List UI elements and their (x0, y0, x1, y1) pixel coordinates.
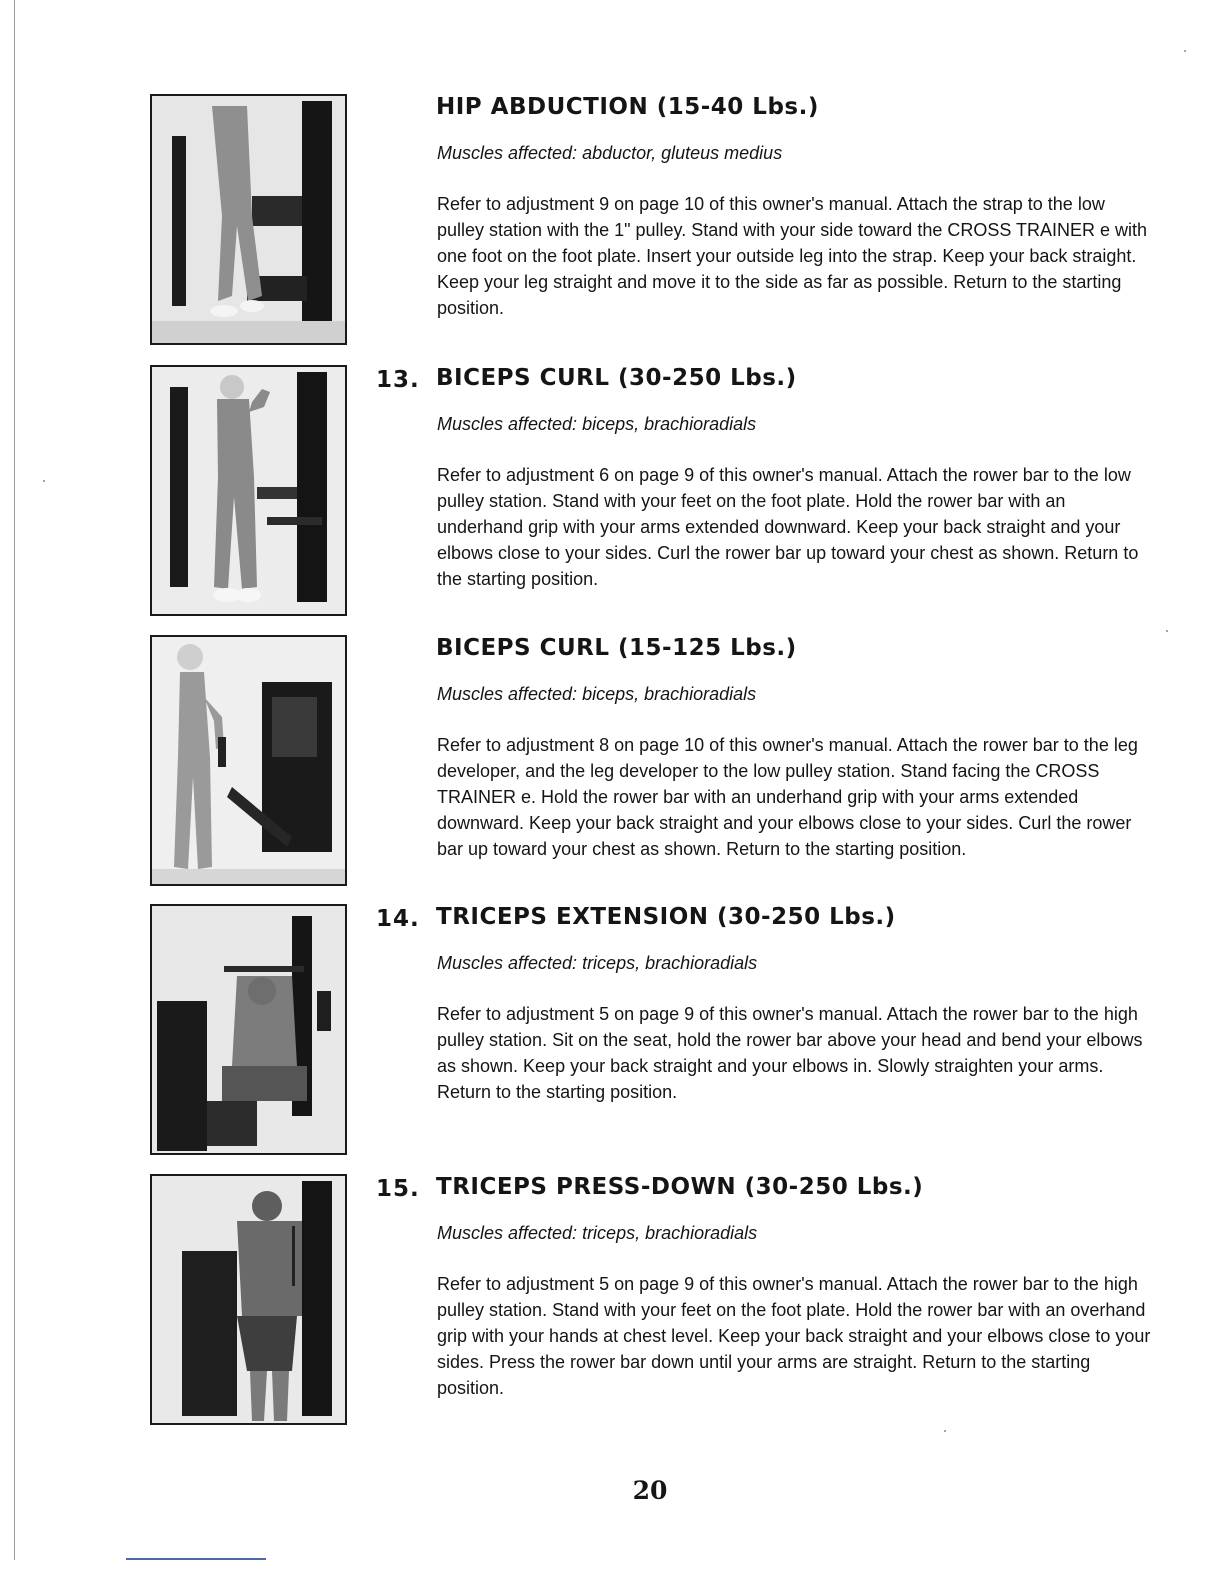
muscles-affected: Muscles affected: biceps, brachioradials (437, 684, 757, 704)
exercise-number: 13. (376, 367, 420, 393)
exercise-photo-biceps-curl-heavy (150, 365, 347, 616)
scan-speck (1184, 50, 1186, 52)
exercise-instructions: Refer to adjustment 9 on page 10 of this owner's manual. Attach the strap to the low pulley station with the 1" pulley. Stand with your side toward the CROSS TRAINER e with one foot on the foot plate. Insert your outside leg into the strap. Keep your back straight. Keep your leg straight and move it to the side as far as possible. Return to the starting position. (437, 194, 1148, 318)
exercise-title: TRICEPS EXTENSION (30-250 Lbs.) (436, 904, 896, 930)
exercise-photo-triceps-extension (150, 904, 347, 1155)
exercise-title: BICEPS CURL (15-125 Lbs.) (436, 635, 797, 661)
photo-figure (152, 906, 345, 1153)
scan-speck (1166, 630, 1168, 632)
exercise-photo-triceps-press-down (150, 1174, 347, 1425)
muscles-affected: Muscles affected: abductor, gluteus medius (437, 143, 783, 163)
exercise-number: 14. (376, 906, 420, 932)
bottom-rule (126, 1558, 266, 1560)
exercise-number: 15. (376, 1176, 420, 1202)
exercise-instructions: Refer to adjustment 8 on page 10 of this owner's manual. Attach the rower bar to the leg developer, and the leg developer to the low pulley station. Stand facing the CROSS TRAINER e. Hold the rower bar with an underhand grip with your arms extended downward. Keep your back straight and your elbows close to your sides. Curl the rower bar up toward your chest as shown. Return to the starting position. (437, 735, 1138, 859)
photo-figure (152, 637, 345, 884)
exercise-instructions: Refer to adjustment 5 on page 9 of this owner's manual. Attach the rower bar to the high pulley station. Sit on the seat, hold the rower bar above your head and bend your elbows as shown. Keep your back straight and your elbows in. Slowly straighten your arms. Return to the starting position. (437, 1004, 1143, 1102)
exercise-instructions: Refer to adjustment 6 on page 9 of this owner's manual. Attach the rower bar to the low pulley station. Stand with your feet on the foot plate. Hold the rower bar with an underhand grip with your arms extended downward. Keep your back straight and your elbows close to your sides. Curl the rower bar up toward your chest as shown. Return to the starting position. (437, 465, 1139, 589)
photo-figure (152, 96, 345, 343)
scan-speck (43, 480, 45, 482)
scan-edge-line (14, 0, 15, 1560)
muscles-affected: Muscles affected: triceps, brachioradials (437, 953, 758, 973)
scan-speck (944, 1430, 946, 1432)
page-number: 20 (632, 1476, 668, 1505)
exercise-title: HIP ABDUCTION (15-40 Lbs.) (436, 94, 819, 120)
exercise-photo-hip-abduction (150, 94, 347, 345)
photo-figure (152, 367, 345, 614)
exercise-title: TRICEPS PRESS-DOWN (30-250 Lbs.) (436, 1174, 924, 1200)
exercise-title: BICEPS CURL (30-250 Lbs.) (436, 365, 797, 391)
exercise-photo-biceps-curl-light (150, 635, 347, 886)
photo-figure (152, 1176, 345, 1423)
exercise-instructions: Refer to adjustment 5 on page 9 of this owner's manual. Attach the rower bar to the high pulley station. Stand with your feet on the foot plate. Hold the rower bar with an overhand grip with your hands at chest level. Keep your back straight and your elbows close to your sides. Press the rower bar down until your arms are straight. Return to the starting position. (437, 1274, 1151, 1398)
muscles-affected: Muscles affected: triceps, brachioradials (437, 1223, 758, 1243)
muscles-affected: Muscles affected: biceps, brachioradials (437, 414, 757, 434)
